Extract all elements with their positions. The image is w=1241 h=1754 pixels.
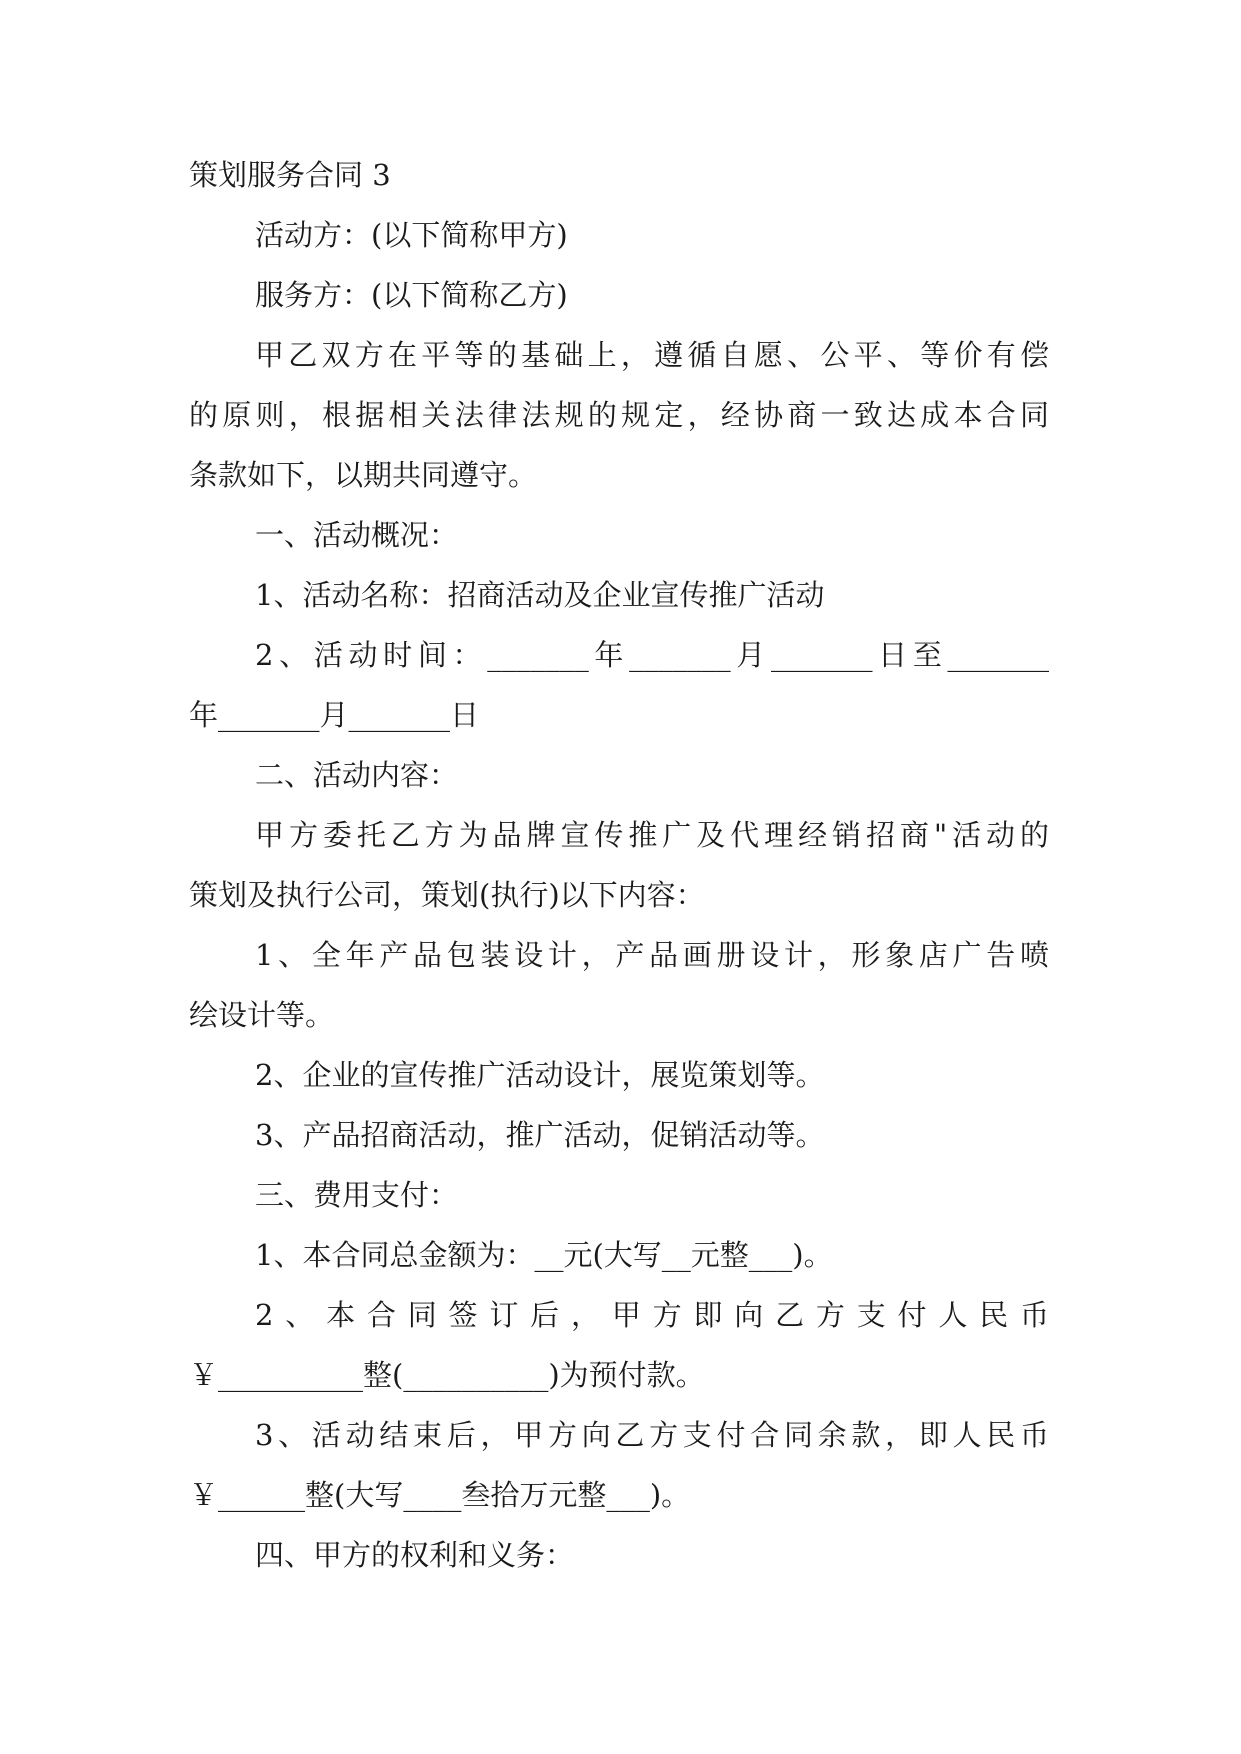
preamble-line-3: 条款如下，以期共同遵守。 <box>189 458 538 492</box>
payment-item-2-line-1: 2、本合同签订后，甲方即向乙方支付人民币 <box>255 1298 1049 1332</box>
content-intro-line-1: 甲方委托乙方为品牌宣传推广及代理经销招商"活动的 <box>255 818 1049 852</box>
content-item-3: 3、产品招商活动，推广活动，促销活动等。 <box>255 1118 825 1152</box>
section-4-heading: 四、甲方的权利和义务： <box>255 1538 575 1572</box>
party-a-line: 活动方：(以下简称甲方) <box>255 218 568 252</box>
section-3-heading: 三、费用支付： <box>255 1178 459 1212</box>
payment-item-2-line-2: ￥__________整(__________)为预付款。 <box>189 1358 705 1392</box>
activity-time-line-2: 年_______月_______日 <box>189 698 480 732</box>
activity-time-line-1: 2、活动时间：_______年_______月_______日至_______ <box>255 638 1049 672</box>
preamble-line-2: 的原则，根据相关法律法规的规定，经协商一致达成本合同 <box>189 398 1049 432</box>
content-item-1-line-1: 1、全年产品包装设计，产品画册设计，形象店广告喷 <box>255 938 1049 972</box>
party-b-line: 服务方：(以下简称乙方) <box>255 278 568 312</box>
content-item-1-line-2: 绘设计等。 <box>189 998 335 1032</box>
preamble-line-1: 甲乙双方在平等的基础上，遵循自愿、公平、等价有偿 <box>255 338 1049 372</box>
activity-name-line: 1、活动名称：招商活动及企业宣传推广活动 <box>255 578 825 612</box>
section-1-heading: 一、活动概况： <box>255 518 459 552</box>
payment-item-3-line-1: 3、活动结束后，甲方向乙方支付合同余款，即人民币 <box>255 1418 1049 1452</box>
section-2-heading: 二、活动内容： <box>255 758 459 792</box>
content-intro-line-2: 策划及执行公司，策划(执行)以下内容： <box>189 878 705 912</box>
payment-item-3-line-2: ￥______整(大写____叁拾万元整___)。 <box>189 1478 691 1512</box>
content-item-2: 2、企业的宣传推广活动设计，展览策划等。 <box>255 1058 825 1092</box>
document-title: 策划服务合同 3 <box>189 158 391 192</box>
payment-item-1: 1、本合同总金额为：__元(大写__元整___)。 <box>255 1238 833 1272</box>
